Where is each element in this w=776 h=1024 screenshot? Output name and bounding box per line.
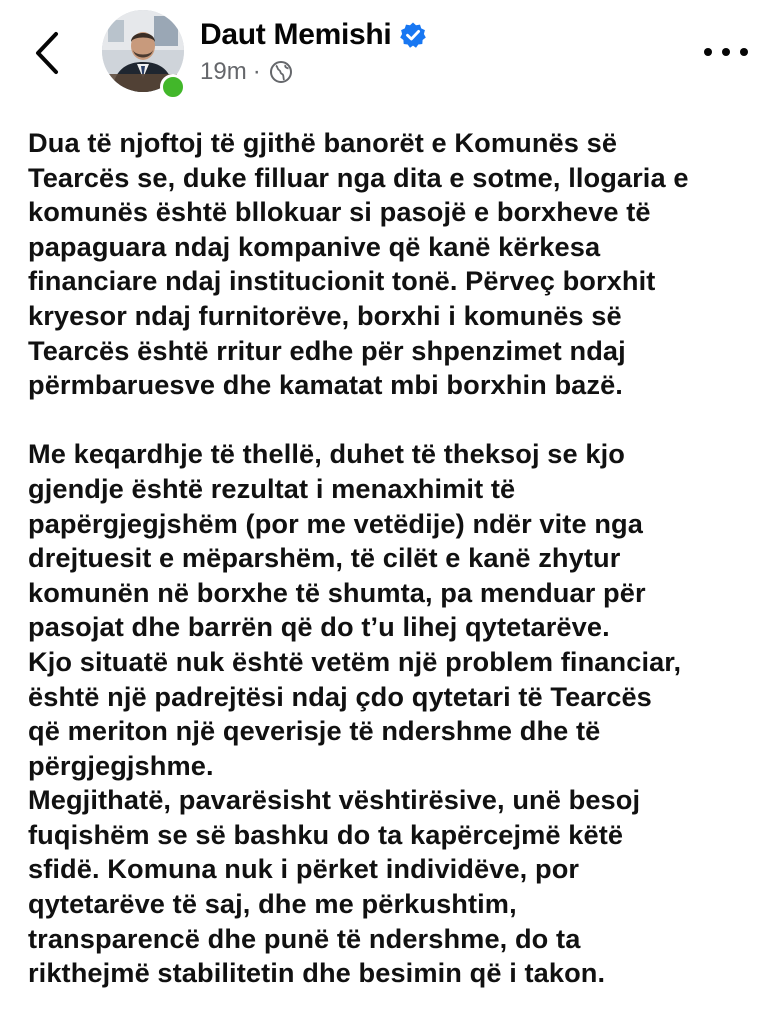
post-text-line: komunës është bllokuar si pasojë e borxheve të [28,196,651,228]
post-text-line: fuqishëm se së bashku do ta kapërcejmë këtë [28,818,624,850]
meta-separator: · [252,58,261,85]
post-text-line: që meriton një qeverisje të ndershme dhe të [28,715,601,747]
post-text-line: gjendje është rezultat i menaxhimit të [28,472,516,504]
paragraph-break [28,403,758,438]
author-name[interactable]: Daut Memishi [200,18,392,51]
author-name-row [200,14,427,56]
author-avatar[interactable] [102,10,184,92]
post-text-line: Tearcës është rritur edhe për shpenzimet ndaj [28,334,626,366]
globe-icon[interactable] [269,60,293,84]
chevron-left-icon [28,28,68,78]
post-text-line: kryesor ndaj furnitorëve, borxhi i komunës së [28,299,622,331]
post-text-line: drejtuesit e mëparshëm, të cilët e kanë zhytur [28,542,621,574]
post-text-line: është një padrejtësi ndaj çdo qytetari të Tearcës [28,680,652,712]
post-text-line: Dua të njoftoj të gjithë banorët e Komunës së [28,127,618,158]
post-text-line: Megjithatë, pavarësisht vështirësive, unë besoj [28,784,641,816]
post-text-line: Kjo situatë nuk është vetëm një problem financiar, [28,645,682,677]
post-text [28,126,758,991]
verified-badge-icon [399,21,427,49]
post-text-line: rikthejmë stabilitetin dhe besimin që i takon. [28,957,606,989]
post-text-line: pasojat dhe barrën që do t’u lihej qytetarëve. [28,611,610,643]
post-text-line: qytetarëve të saj, dhe me përkushtim, [28,888,517,920]
post-text-line: papaguara ndaj kompanive që kanë kërkesa [28,230,601,262]
post-text-line: transparencë dhe punë të ndershme, do ta [28,922,581,954]
post-header [0,0,776,110]
post-text-line: sfidë. Komuna nuk i përket individëve, por [28,853,580,885]
post-text-line: përmbaruesve dhe kamatat mbi borxhin bazë. [28,369,623,401]
post-text-line: përgjegjshme. [28,749,214,781]
back-button[interactable] [28,28,68,78]
post-meta [200,56,293,88]
more-options-button[interactable] [700,40,752,64]
post-text-line: Tearcës se, duke filluar nga dita e sotme, llogaria e [28,161,689,193]
more-horizontal-icon [700,40,752,64]
post-text-line: Me keqardhje të thellë, duhet të theksoj se kjo [28,438,625,470]
post-timestamp[interactable]: 19m [200,58,247,85]
online-status-indicator [160,74,186,100]
post-text-line: komunën në borxhe të shumta, pa menduar për [28,576,646,608]
post-text-line: papërgjegjshëm (por me vetëdije) ndër vite nga [28,507,643,539]
post-text-line: financiare ndaj institucionit tonë. Përveç borxhit [28,265,656,297]
